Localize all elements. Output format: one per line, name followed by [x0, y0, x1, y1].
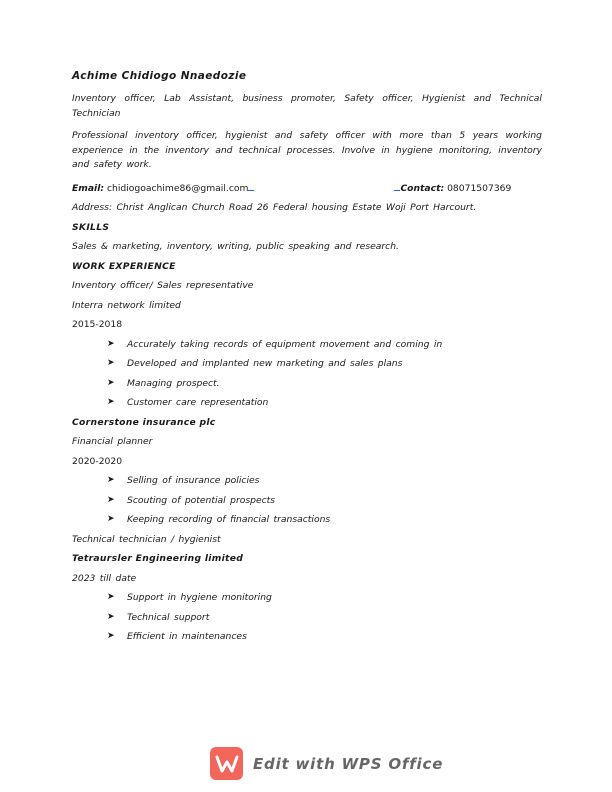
contact-label: Contact:	[400, 182, 445, 194]
wps-edit-label: Edit with WPS Office	[253, 754, 444, 773]
arrow-bullet-icon: ➤	[107, 397, 115, 407]
list-item: ➤ Scouting of potential prospects	[107, 494, 276, 506]
list-item: ➤ Selling of insurance policies	[107, 475, 260, 486]
job2-company: Cornerstone insurance plc	[72, 416, 216, 428]
wps-watermark[interactable]	[210, 747, 443, 780]
arrow-bullet-icon: ➤	[107, 611, 115, 622]
underline-mark	[248, 181, 254, 191]
arrow-bullet-icon: ➤	[107, 631, 115, 641]
list-item: ➤ Technical support	[107, 611, 210, 623]
arrow-bullet-icon: ➤	[107, 592, 115, 602]
arrow-bullet-icon: ➤	[107, 358, 115, 368]
job1-dates: 2015-2018	[72, 319, 123, 330]
phone-number: 08071507369	[447, 182, 512, 194]
job3-title: Technical technician / hygienist	[72, 533, 221, 545]
job2-title: Financial planner	[72, 436, 153, 447]
email-address[interactable]: chidiogoachime86@gmail.com	[106, 182, 249, 194]
job3-dates: 2023 till date	[72, 572, 137, 584]
contact-row	[72, 181, 542, 194]
phone-group	[394, 181, 511, 194]
roles-line: Inventory officer, Lab Assistant, business promoter, Safety officer, Hygienist and Technical Technician	[72, 93, 542, 119]
job1-bullets	[72, 339, 542, 409]
job3-bullets	[72, 592, 542, 642]
work-experience-heading: WORK EXPERIENCE	[72, 260, 176, 272]
job1-title: Inventory officer/ Sales representative	[72, 280, 254, 291]
job3-company: Tetraursler Engineering limited	[72, 553, 244, 564]
email-group	[72, 181, 254, 194]
list-item: ➤ Keeping recording of financial transactions	[107, 514, 331, 525]
list-item: ➤ Customer care representation	[107, 397, 269, 408]
address-line: Address: Christ Anglican Church Road 26 Federal housing Estate Woji Port Harcourt.	[72, 202, 477, 213]
job1-company: Interra network limited	[72, 299, 181, 311]
arrow-bullet-icon: ➤	[107, 514, 115, 524]
list-item: ➤ Support in hygiene monitoring	[107, 592, 272, 603]
wps-logo-icon	[210, 747, 243, 780]
job2-bullets	[72, 475, 542, 525]
candidate-name: Achime Chidiogo Nnaedozie	[72, 70, 247, 82]
job2-dates: 2020-2020	[72, 455, 123, 467]
list-item: ➤ Accurately taking records of equipment movement and coming in	[107, 338, 443, 350]
arrow-bullet-icon: ➤	[107, 377, 115, 388]
arrow-bullet-icon: ➤	[107, 475, 115, 485]
list-item: ➤ Managing prospect.	[107, 377, 220, 389]
summary-paragraph: Professional inventory officer, hygienist and safety officer with more than 5 years working experience in the inventory and technical processes. Involve in hygiene monitoring, inventory and safety work.	[72, 130, 542, 170]
skills-heading: SKILLS	[72, 221, 110, 233]
list-item: ➤ Efficient in maintenances	[107, 631, 247, 642]
list-item: ➤ Developed and implanted new marketing and sales plans	[107, 358, 403, 369]
resume-page	[72, 70, 542, 651]
skills-line: Sales & marketing, inventory, writing, public speaking and research.	[72, 241, 399, 252]
email-label: Email:	[72, 182, 105, 194]
arrow-bullet-icon: ➤	[107, 494, 115, 505]
arrow-bullet-icon: ➤	[107, 338, 115, 349]
